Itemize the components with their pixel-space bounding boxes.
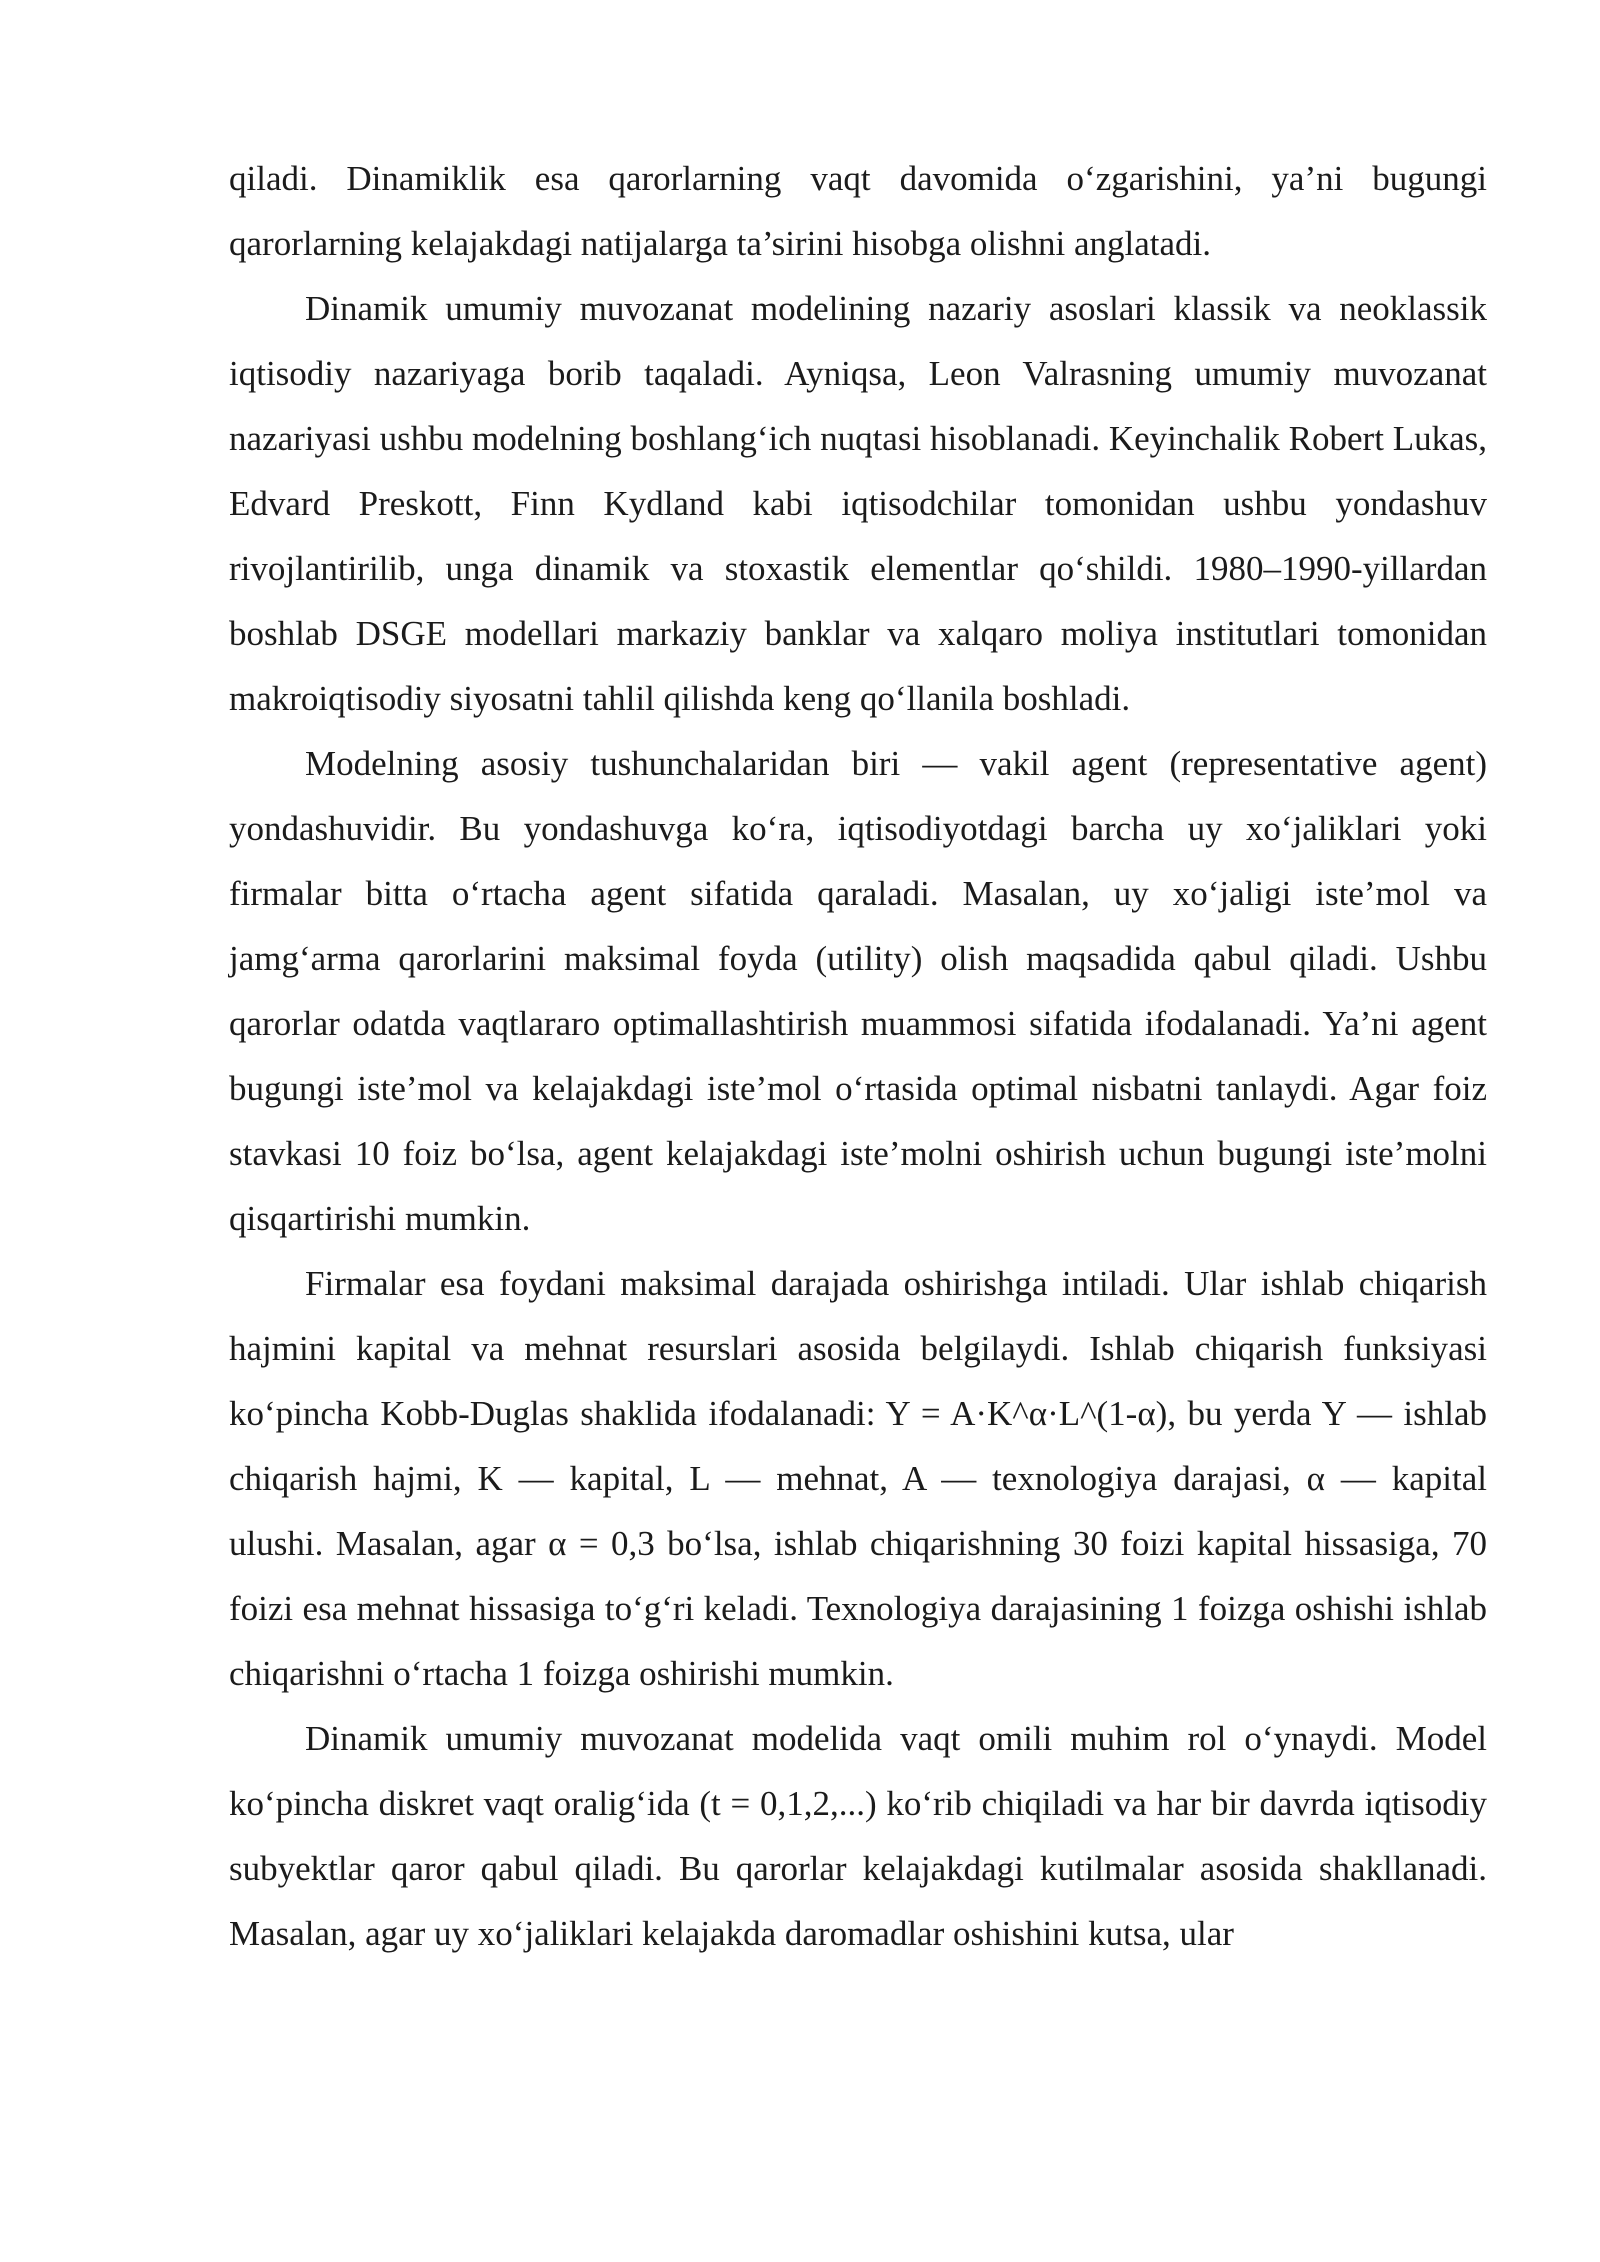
paragraph-continuation: qiladi. Dinamiklik esa qarorlarning vaqt davomida o‘zgarishini, ya’ni bugungi qarorlarning kelajakdagi natijalarga ta’sirini hisobga olishni anglatadi. (229, 159, 1487, 263)
paragraph-firms-production: Firmalar esa foydani maksimal darajada oshirishga intiladi. Ular ishlab chiqarish hajmini kapital va mehnat resurslari asosida belgilaydi. Ishlab chiqarish funksiyasi ko‘pincha Kobb-Duglas shaklida ifodalanadi: Y = A·K^α·L^(1-α), bu yerda Y — ishlab chiqarish hajmi, K — kapital, L — mehnat, A — texnologiya darajasi, α — kapital ulushi. Masalan, agar α = 0,3 bo‘lsa, ishlab chiqarishning 30 foizi kapital hissasiga, 70 foizi esa mehnat hissasiga to‘g‘ri keladi. Texnologiya darajasining 1 foizga oshishi ishlab chiqarishni o‘rtacha 1 foizga oshirishi mumkin. (229, 1264, 1487, 1693)
body-text (229, 146, 1487, 1966)
paragraph-representative-agent: Modelning asosiy tushunchalaridan biri — vakil agent (representative agent) yondashuvidir. Bu yondashuvga ko‘ra, iqtisodiyotdagi barcha uy xo‘jaliklari yoki firmalar bitta o‘rtacha agent sifatida qaraladi. Masalan, uy xo‘jaligi iste’mol va jamg‘arma qarorlarini maksimal foyda (utility) olish maqsadida qabul qiladi. Ushbu qarorlar odatda vaqtlararo optimallashtirish muammosi sifatida ifodalanadi. Ya’ni agent bugungi iste’mol va kelajakdagi iste’mol o‘rtasida optimal nisbatni tanlaydi. Agar foiz stavkasi 10 foiz bo‘lsa, agent kelajakdagi iste’molni oshirish uchun bugungi iste’molni qisqartirishi mumkin. (229, 744, 1487, 1238)
paragraph-theoretical-foundations: Dinamik umumiy muvozanat modelining nazariy asoslari klassik va neoklassik iqtisodiy nazariyaga borib taqaladi. Ayniqsa, Leon Valrasning umumiy muvozanat nazariyasi ushbu modelning boshlang‘ich nuqtasi hisoblanadi. Keyinchalik Robert Lukas, Edvard Preskott, Finn Kydland kabi iqtisodchilar tomonidan ushbu yondashuv rivojlantirilib, unga dinamik va stoxastik elementlar qo‘shildi. 1980–1990-yillardan boshlab DSGE modellari markaziy banklar va xalqaro moliya institutlari tomonidan makroiqtisodiy siyosatni tahlil qilishda keng qo‘llanila boshladi. (229, 289, 1487, 718)
paragraph-time-factor: Dinamik umumiy muvozanat modelida vaqt omili muhim rol o‘ynaydi. Model ko‘pincha diskret vaqt oralig‘ida (t = 0,1,2,...) ko‘rib chiqiladi va har bir davrda iqtisodiy subyektlar qaror qabul qiladi. Bu qarorlar kelajakdagi kutilmalar asosida shakllanadi. Masalan, agar uy xo‘jaliklari kelajakda daromadlar oshishini kutsa, ular (229, 1719, 1487, 1953)
